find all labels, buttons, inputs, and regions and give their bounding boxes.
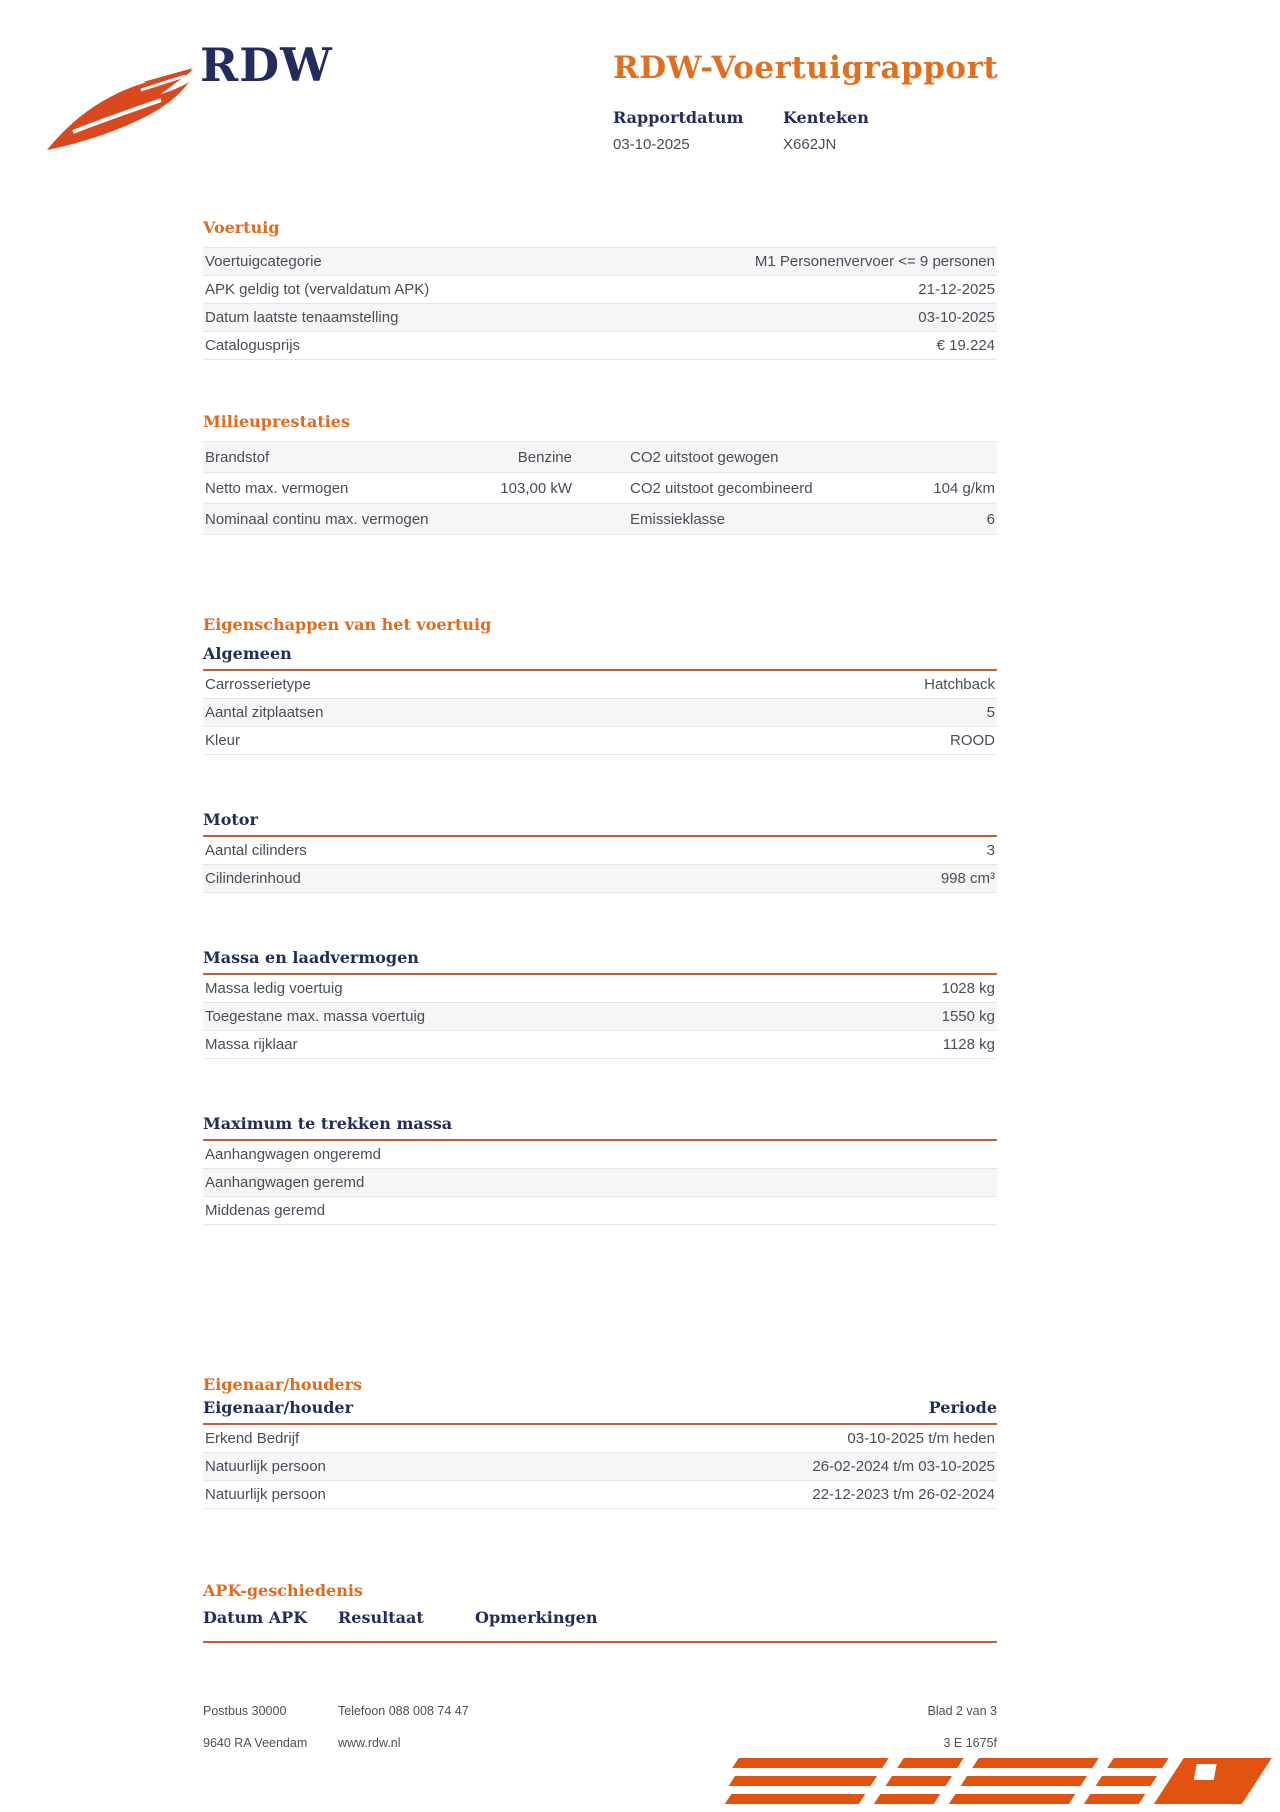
row-label: CO2 uitstoot gecombineerd	[630, 479, 813, 497]
section-heading-eigenaar: Eigenaar/houders	[203, 1375, 363, 1394]
row-label: Brandstof	[205, 448, 270, 466]
rdw-logo-swoosh-icon	[45, 60, 195, 152]
row-value: 21-12-2025	[918, 281, 995, 298]
table-row	[203, 1425, 997, 1453]
footer-website: www.rdw.nl	[338, 1736, 401, 1750]
section-heading-apk: APK-geschiedenis	[203, 1581, 363, 1600]
license-plate-label: Kenteken	[783, 108, 869, 127]
row-value: 3	[986, 842, 995, 859]
row-value: 1128 kg	[942, 1036, 995, 1053]
row-label: Aanhangwagen ongeremd	[205, 1146, 381, 1163]
row-label: Carrosserietype	[205, 676, 311, 693]
row-label: Kleur	[205, 732, 241, 749]
row-label: Massa ledig voertuig	[205, 980, 343, 997]
row-value: € 19.224	[936, 337, 995, 354]
table-row	[203, 248, 997, 276]
eigenaar-column-headers	[203, 1398, 997, 1423]
section-apk-geschiedenis	[203, 1581, 997, 1643]
row-value: 104 g/km	[933, 479, 995, 497]
row-label: Aantal zitplaatsen	[205, 704, 324, 721]
page-title: RDW-Voertuigrapport	[613, 50, 999, 86]
owner-period: 26-02-2024 t/m 03-10-2025	[812, 1458, 995, 1475]
footer-address-line2: 9640 RA Veendam	[203, 1736, 308, 1750]
report-date-block	[613, 108, 783, 153]
license-plate-block	[783, 108, 953, 153]
truck-window	[1194, 1764, 1217, 1780]
owner-period: 03-10-2025 t/m heden	[847, 1430, 995, 1447]
section-voertuig	[203, 218, 997, 360]
section-eigenaar-houders	[203, 1375, 997, 1509]
truck-graphic	[650, 1756, 1280, 1812]
report-header	[0, 0, 1280, 180]
row-label: Cilinderinhoud	[205, 870, 301, 887]
algemeen-table	[203, 671, 997, 755]
table-row	[203, 276, 997, 304]
motor-table	[203, 837, 997, 893]
row-value: 1550 kg	[941, 1008, 995, 1025]
row-value: 103,00 kW	[500, 479, 572, 497]
table-row	[203, 1003, 997, 1031]
table-row	[203, 727, 997, 755]
apk-column-headers	[203, 1608, 997, 1633]
orange-rule	[203, 1641, 997, 1643]
table-row	[203, 473, 997, 504]
row-value: 998 cm³	[940, 870, 995, 887]
column-header-opmerkingen: Opmerkingen	[475, 1608, 598, 1627]
subsection-motor	[203, 810, 997, 893]
row-label: Emissieklasse	[630, 510, 726, 528]
table-row	[203, 304, 997, 332]
section-milieuprestaties	[203, 412, 997, 535]
row-label: APK geldig tot (vervaldatum APK)	[205, 281, 430, 298]
row-label: Datum laatste tenaamstelling	[205, 309, 399, 326]
column-header-period: Periode	[928, 1398, 997, 1417]
column-header-owner: Eigenaar/houder	[203, 1398, 354, 1417]
voertuig-table	[203, 247, 997, 360]
owner-name: Erkend Bedrijf	[205, 1430, 300, 1447]
footer-address	[203, 1695, 338, 1759]
milieu-table	[203, 441, 997, 535]
subsection-heading: Algemeen	[203, 644, 292, 663]
column-header-datum-apk: Datum APK	[203, 1608, 308, 1627]
footer-contact	[338, 1695, 928, 1759]
subsection-heading: Motor	[203, 810, 258, 829]
subsection-heading: Massa en laadvermogen	[203, 948, 419, 967]
row-value: 1028 kg	[941, 980, 995, 997]
table-row	[203, 671, 997, 699]
footer-address-line1: Postbus 30000	[203, 1704, 287, 1718]
section-heading-voertuig: Voertuig	[203, 218, 280, 237]
row-label: Middenas geremd	[205, 1202, 326, 1219]
table-row	[203, 865, 997, 893]
table-row	[203, 504, 997, 535]
row-label: Aantal cilinders	[205, 842, 307, 859]
subsection-algemeen	[203, 644, 997, 755]
table-row	[203, 1141, 997, 1169]
owner-name: Natuurlijk persoon	[205, 1486, 326, 1503]
row-value: ROOD	[950, 732, 995, 749]
page-footer	[203, 1695, 997, 1759]
row-label: Netto max. vermogen	[205, 479, 349, 497]
table-row	[203, 332, 997, 360]
row-value: Benzine	[517, 448, 572, 466]
trekken-massa-table	[203, 1141, 997, 1225]
table-row	[203, 975, 997, 1003]
report-date-value: 03-10-2025	[613, 136, 690, 153]
owner-period: 22-12-2023 t/m 26-02-2024	[812, 1486, 995, 1503]
row-value: M1 Personenvervoer <= 9 personen	[754, 253, 995, 270]
row-label: Aanhangwagen geremd	[205, 1174, 365, 1191]
footer-page-info	[928, 1695, 998, 1759]
report-body	[203, 218, 997, 1759]
title-block	[613, 50, 1213, 153]
table-row	[203, 837, 997, 865]
row-value: 03-10-2025	[918, 309, 995, 326]
owner-name: Natuurlijk persoon	[205, 1458, 326, 1475]
table-row	[203, 1197, 997, 1225]
rdw-logo-text: RDW	[200, 38, 333, 92]
eigenaar-table	[203, 1425, 997, 1509]
row-value: 5	[986, 704, 995, 721]
row-label: CO2 uitstoot gewogen	[630, 448, 779, 466]
report-meta	[613, 108, 1213, 153]
footer-doc-code: 3 E 1675f	[943, 1736, 997, 1750]
section-eigenschappen	[203, 615, 997, 1225]
license-plate-value: X662JN	[783, 136, 837, 153]
subsection-massa	[203, 948, 997, 1059]
row-value: 6	[986, 510, 995, 528]
table-row	[203, 1031, 997, 1059]
table-row	[203, 1169, 997, 1197]
truck-stripes-icon	[650, 1756, 1280, 1812]
footer-phone: Telefoon 088 008 74 47	[338, 1704, 469, 1718]
table-row	[203, 442, 997, 473]
row-label: Toegestane max. massa voertuig	[205, 1008, 426, 1025]
row-label: Voertuigcategorie	[205, 253, 322, 270]
massa-table	[203, 975, 997, 1059]
row-label: Massa rijklaar	[205, 1036, 298, 1053]
section-heading-milieuprestaties: Milieuprestaties	[203, 412, 350, 431]
column-header-resultaat: Resultaat	[338, 1608, 424, 1627]
footer-page-number: Blad 2 van 3	[927, 1704, 997, 1718]
row-value: Hatchback	[924, 676, 995, 693]
section-heading-eigenschappen: Eigenschappen van het voertuig	[203, 615, 492, 634]
table-row	[203, 1453, 997, 1481]
row-label: Catalogusprijs	[205, 337, 301, 354]
table-row	[203, 1481, 997, 1509]
subsection-heading: Maximum te trekken massa	[203, 1114, 453, 1133]
row-label: Nominaal continu max. vermogen	[205, 510, 429, 528]
report-date-label: Rapportdatum	[613, 108, 744, 127]
subsection-trekken-massa	[203, 1114, 997, 1225]
table-row	[203, 699, 997, 727]
